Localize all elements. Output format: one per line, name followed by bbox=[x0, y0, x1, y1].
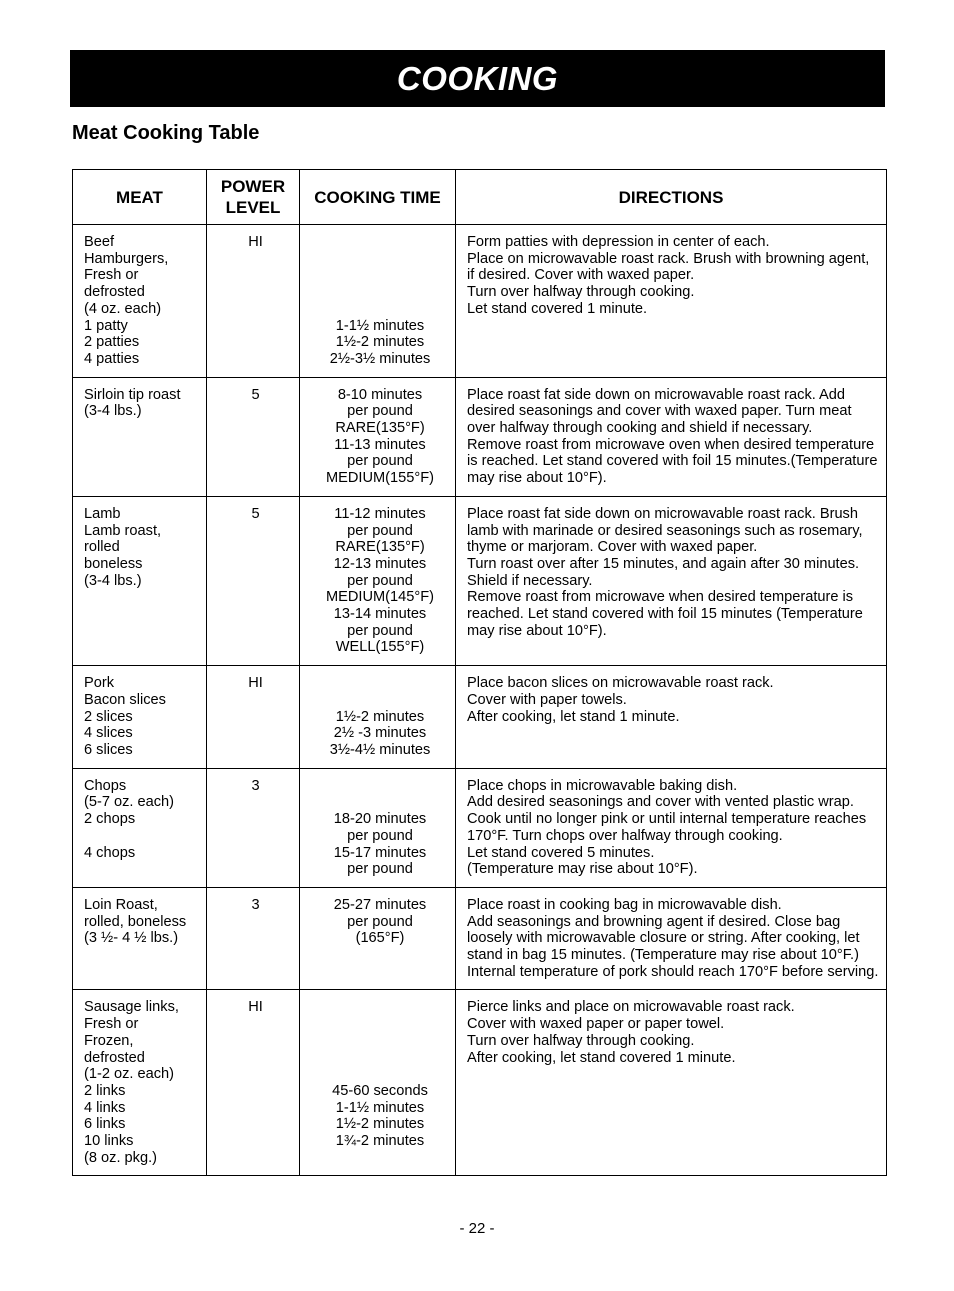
meat-line: rolled, boneless bbox=[84, 913, 187, 930]
directions-line: Place chops in microwavable baking dish. bbox=[467, 777, 738, 794]
cooking-time-line: per pound bbox=[347, 913, 413, 930]
cooking-time-line: per pound bbox=[347, 522, 413, 539]
meat-line: Beef bbox=[84, 234, 115, 250]
directions-line: Cover with paper towels. bbox=[467, 691, 627, 708]
cooking-time-cell bbox=[300, 225, 456, 378]
directions-line: Turn roast over after 15 minutes, and again after 30 minutes. Shield if necessary. bbox=[467, 555, 860, 589]
cooking-time-line: 3½-4½ minutes bbox=[329, 741, 431, 758]
header-power-line-2: LEVEL bbox=[225, 198, 281, 217]
meat-line: 4 links bbox=[84, 1099, 126, 1116]
cooking-time-line: per pound bbox=[347, 453, 413, 470]
table-row bbox=[73, 225, 887, 378]
power-level-cell: HI bbox=[207, 990, 300, 1176]
meat-line: boneless bbox=[84, 555, 143, 572]
cooking-time-line: per pound bbox=[347, 827, 413, 844]
cooking-time-line: MEDIUM(145°F) bbox=[326, 589, 434, 606]
header-cooking-time: COOKING TIME bbox=[300, 170, 456, 225]
directions-line: Turn over halfway through cooking. bbox=[467, 1032, 695, 1049]
cooking-time-line: (165°F) bbox=[355, 930, 405, 947]
meat-line: (8 oz. pkg.) bbox=[84, 1149, 157, 1166]
table-row bbox=[73, 990, 887, 1176]
directions-line: Place roast fat side down on microwavable roast rack. Brush lamb with marinade or desired seasonings such as rosemary, thyme or marjoram. Cover with waxed paper. bbox=[467, 505, 863, 556]
meat-line: Fresh or bbox=[84, 1016, 139, 1033]
meat-cell bbox=[73, 377, 207, 496]
header-meat: MEAT bbox=[73, 170, 207, 225]
directions-line: Remove roast from microwave oven when desired temperature is reached. Let stand covered with foil 15 minutes.(Temperature may rise about 10°F). bbox=[467, 436, 878, 487]
directions-line: Add seasonings and browning agent if desired. Close bag loosely with microwavable closure or string. After cooking, let stand in bag 15 minutes. (Temperature may rise about 10°F.) Internal temperature of pork should reach 170°F before serving. bbox=[467, 913, 879, 980]
meat-line: 4 chops bbox=[84, 844, 136, 861]
table-row bbox=[73, 768, 887, 887]
power-level-cell: 3 bbox=[207, 887, 300, 990]
meat-line: 10 links bbox=[84, 1133, 134, 1150]
meat-line bbox=[84, 828, 200, 845]
cooking-time-line: MEDIUM(155°F) bbox=[326, 470, 434, 487]
cooking-time-line: 1½-2 minutes bbox=[335, 1116, 425, 1133]
directions-line: Remove roast from microwave when desired temperature is reached. Let stand covered with foil 15 minutes (Temperature may rise about 10°F). bbox=[467, 589, 863, 639]
cooking-time-line: 11-13 minutes bbox=[334, 436, 426, 453]
directions-cell bbox=[456, 225, 887, 378]
cooking-time-cell bbox=[300, 887, 456, 990]
cooking-time-line: per pound bbox=[347, 403, 413, 420]
cooking-time-line bbox=[311, 1016, 449, 1033]
meat-line: rolled bbox=[84, 539, 120, 556]
cooking-time-line bbox=[311, 1066, 449, 1083]
meat-line: 2 slices bbox=[84, 708, 133, 725]
meat-line: Pork bbox=[84, 675, 115, 692]
meat-line: 1 patty bbox=[84, 317, 128, 334]
cooking-time-line: 2½ -3 minutes bbox=[333, 725, 427, 742]
power-level-cell: 5 bbox=[207, 377, 300, 496]
meat-line: 2 patties bbox=[84, 334, 140, 351]
table-header-row bbox=[73, 170, 887, 225]
cooking-time-line: 18-20 minutes bbox=[333, 811, 427, 828]
meat-line: Loin Roast, bbox=[84, 896, 158, 913]
meat-line: 6 slices bbox=[84, 741, 133, 758]
cooking-time-line: 1-1½ minutes bbox=[335, 317, 425, 334]
cooking-time-line: WELL(155°F) bbox=[335, 639, 425, 656]
directions-cell bbox=[456, 377, 887, 496]
meat-line: (5-7 oz. each) bbox=[84, 794, 175, 811]
page-number: - 22 - bbox=[459, 1220, 495, 1237]
meat-line: 2 chops bbox=[84, 811, 136, 828]
table-row bbox=[73, 496, 887, 665]
table-body bbox=[73, 225, 887, 1176]
page-title: COOKING bbox=[396, 59, 559, 97]
cooking-time-cell bbox=[300, 666, 456, 769]
cooking-time-line: RARE(135°F) bbox=[335, 539, 425, 556]
meat-line: (4 oz. each) bbox=[84, 300, 162, 317]
cooking-time-line bbox=[311, 692, 449, 709]
meat-line: Hamburgers, bbox=[84, 250, 169, 267]
meat-line: (3 ½- 4 ½ lbs.) bbox=[84, 930, 179, 947]
meat-line: Sirloin tip roast bbox=[84, 386, 181, 403]
meat-cell bbox=[73, 887, 207, 990]
meat-cell bbox=[73, 225, 207, 378]
directions-line: Turn over halfway through cooking. bbox=[467, 284, 695, 301]
header-power-line-1: POWER bbox=[220, 177, 286, 196]
directions-cell bbox=[456, 496, 887, 665]
directions-line: Add desired seasonings and cover with vented plastic wrap. Cook until no longer pink or until internal temperature reaches 170°F. Turn chops over halfway through cooking. bbox=[467, 794, 867, 844]
power-level-cell: HI bbox=[207, 225, 300, 378]
meat-cell bbox=[73, 666, 207, 769]
meat-line: Lamb roast, bbox=[84, 522, 162, 539]
power-level-cell: HI bbox=[207, 666, 300, 769]
meat-cell bbox=[73, 496, 207, 665]
meat-line: Fresh or bbox=[84, 267, 139, 284]
power-level-cell: 3 bbox=[207, 768, 300, 887]
cooking-time-line: 1-1½ minutes bbox=[335, 1099, 425, 1116]
cooking-time-line bbox=[311, 794, 449, 811]
meat-cooking-table bbox=[72, 169, 887, 1176]
cooking-time-line: 25-27 minutes bbox=[333, 896, 427, 913]
meat-line: 4 slices bbox=[84, 725, 133, 742]
cooking-time-line: 1½-2 minutes bbox=[335, 334, 425, 351]
cooking-time-cell bbox=[300, 377, 456, 496]
directions-line: Let stand covered 1 minute. bbox=[467, 300, 648, 317]
cooking-time-line bbox=[311, 234, 449, 251]
power-level-cell: 5 bbox=[207, 496, 300, 665]
cooking-time-line: 2½-3½ minutes bbox=[329, 350, 431, 367]
cooking-time-line bbox=[311, 1050, 449, 1067]
cooking-time-line: 12-13 minutes bbox=[333, 555, 427, 572]
directions-line: Cover with waxed paper or paper towel. bbox=[467, 1016, 725, 1033]
cooking-time-line: 1¾-2 minutes bbox=[335, 1133, 425, 1150]
directions-cell bbox=[456, 666, 887, 769]
meat-line: 2 links bbox=[84, 1082, 126, 1099]
meat-line: (3-4 lbs.) bbox=[84, 572, 142, 589]
table-row bbox=[73, 887, 887, 990]
header-directions: DIRECTIONS bbox=[456, 170, 887, 225]
meat-line: (3-4 lbs.) bbox=[84, 403, 142, 420]
meat-line: 6 links bbox=[84, 1116, 126, 1133]
cooking-time-cell bbox=[300, 768, 456, 887]
meat-cell bbox=[73, 768, 207, 887]
directions-cell bbox=[456, 990, 887, 1176]
meat-line: 4 patties bbox=[84, 350, 140, 367]
cooking-time-line bbox=[311, 1033, 449, 1050]
meat-line: Sausage links, bbox=[84, 999, 179, 1016]
cooking-time-cell bbox=[300, 496, 456, 665]
directions-line: Let stand covered 5 minutes. bbox=[467, 844, 655, 861]
directions-line: After cooking, let stand 1 minute. bbox=[467, 708, 680, 725]
cooking-time-line: 15-17 minutes bbox=[333, 844, 427, 861]
cooking-time-line: 11-12 minutes bbox=[334, 505, 426, 522]
cooking-time-line: 13-14 minutes bbox=[333, 606, 427, 623]
meat-line: (1-2 oz. each) bbox=[84, 1066, 175, 1083]
directions-line: (Temperature may rise about 10°F). bbox=[467, 861, 698, 878]
cooking-time-line: 8-10 minutes bbox=[337, 386, 423, 403]
cooking-time-line: 45-60 seconds bbox=[332, 1082, 428, 1099]
cooking-time-line: RARE(135°F) bbox=[335, 420, 425, 437]
meat-cell bbox=[73, 990, 207, 1176]
cooking-time-line bbox=[311, 999, 449, 1016]
header-banner bbox=[70, 50, 885, 107]
directions-line: Place roast in cooking bag in microwavable dish. bbox=[467, 896, 782, 913]
table-row bbox=[73, 377, 887, 496]
directions-cell bbox=[456, 768, 887, 887]
cooking-time-line: 1½-2 minutes bbox=[335, 708, 425, 725]
meat-line: Lamb bbox=[84, 505, 121, 522]
table-row bbox=[73, 666, 887, 769]
header-power-level bbox=[207, 170, 300, 225]
cooking-time-line: per pound bbox=[347, 861, 413, 878]
meat-line: defrosted bbox=[84, 284, 145, 301]
directions-line: Form patties with depression in center of each. bbox=[467, 234, 770, 250]
cooking-time-line bbox=[311, 301, 449, 318]
cooking-time-line: per pound bbox=[347, 622, 413, 639]
cooking-time-line bbox=[311, 284, 449, 301]
directions-line: Place on microwavable roast rack. Brush with browning agent, if desired. Cover with waxed paper. bbox=[467, 250, 870, 284]
directions-line: Place roast fat side down on microwavable roast rack. Add desired seasonings and cover with waxed paper. Turn meat over halfway through cooking and shield if necessary. bbox=[467, 386, 852, 437]
cooking-time-line: per pound bbox=[347, 572, 413, 589]
cooking-time-line bbox=[311, 251, 449, 268]
meat-line: Chops bbox=[84, 777, 127, 794]
cooking-time-line bbox=[311, 267, 449, 284]
directions-line: Place bacon slices on microwavable roast rack. bbox=[467, 675, 774, 692]
meat-line: Bacon slices bbox=[84, 691, 166, 708]
cooking-time-cell bbox=[300, 990, 456, 1176]
meat-line: Frozen, bbox=[84, 1032, 134, 1049]
cooking-time-line bbox=[311, 675, 449, 692]
section-title: Meat Cooking Table bbox=[72, 122, 260, 144]
directions-line: After cooking, let stand covered 1 minute. bbox=[467, 1049, 736, 1066]
directions-line: Pierce links and place on microwavable roast rack. bbox=[467, 999, 795, 1016]
meat-line: defrosted bbox=[84, 1049, 145, 1066]
directions-cell bbox=[456, 887, 887, 990]
cooking-time-line bbox=[311, 778, 449, 795]
